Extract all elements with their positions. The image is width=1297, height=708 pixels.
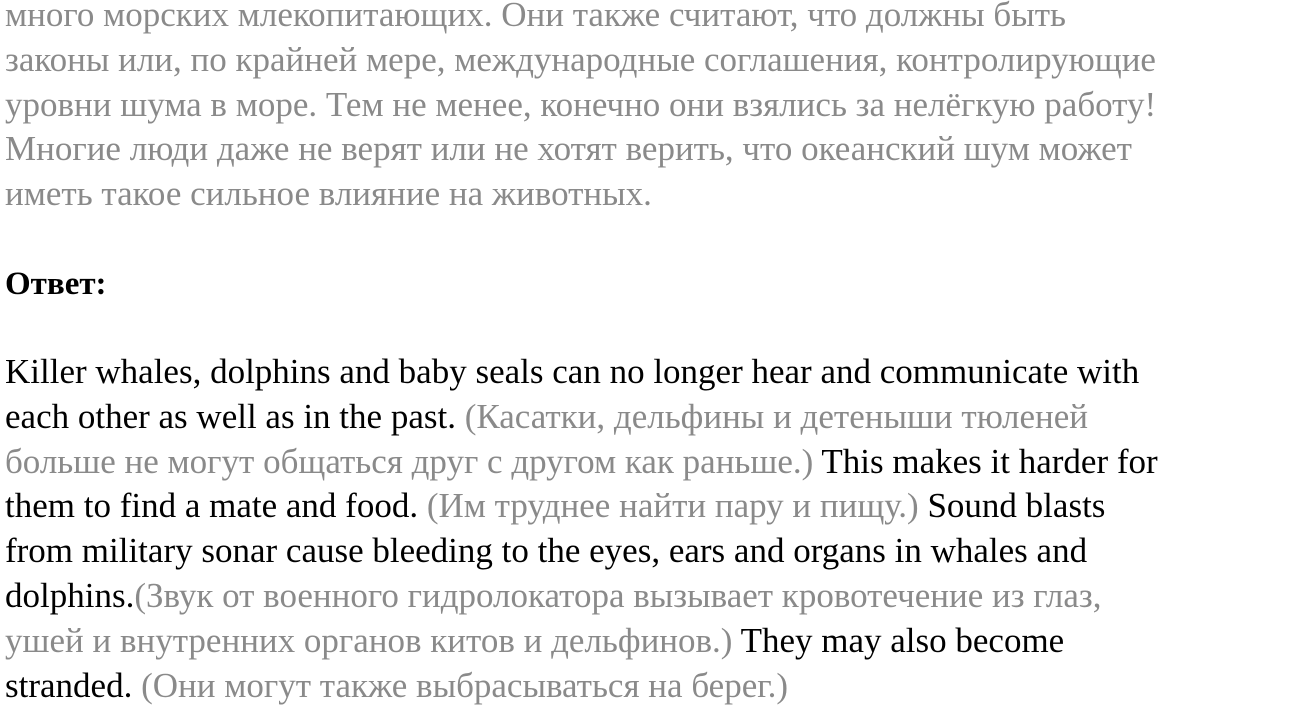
passage-line: иметь такое сильное влияние на животных.: [5, 174, 652, 214]
translation-segment: (Касатки, дельфины и детеныши тюленей: [464, 396, 1088, 436]
document-page: [5, 0, 1295, 708]
answer-segment: each other as well as in the past.: [5, 396, 465, 436]
answer-heading: Ответ:: [5, 265, 107, 302]
answer-text: [5, 350, 1295, 708]
answer-segment: stranded.: [5, 665, 142, 705]
translation-segment: больше не могут общаться друг с другом как раньше.): [5, 441, 814, 481]
passage-line: Многие люди даже не верят или не хотят верить, что океанский шум может: [5, 129, 1132, 169]
passage-text: [5, 0, 1295, 217]
answer-segment: They may also become: [732, 620, 1065, 660]
answer-segment: them to find a mate and food.: [5, 486, 427, 526]
answer-segment: from military sonar cause bleeding to the eyes, ears and organs in whales and: [5, 531, 1088, 571]
answer-segment: This makes it harder for: [813, 441, 1158, 481]
answer-segment: Sound blasts: [918, 486, 1106, 526]
translation-segment: (Звук от военного гидролокатора вызывает кровотечение из глаз,: [134, 575, 1102, 615]
passage-line: законы или, по крайней мере, международные соглашения, контролирующие: [5, 39, 1156, 79]
translation-segment: (Они могут также выбрасываться на берег.): [141, 665, 789, 705]
translation-segment: ушей и внутренних органов китов и дельфинов.): [5, 620, 733, 660]
passage-line: много морских млекопитающих. Они также считают, что должны быть: [5, 0, 1066, 34]
translation-segment: (Им труднее найти пару и пищу.): [426, 486, 919, 526]
answer-segment: dolphins.: [5, 575, 135, 615]
answer-segment: Killer whales, dolphins and baby seals can no longer hear and communicate with: [5, 351, 1140, 391]
passage-line: уровни шума в море. Тем не менее, конечно они взялись за нелёгкую работу!: [5, 84, 1157, 124]
